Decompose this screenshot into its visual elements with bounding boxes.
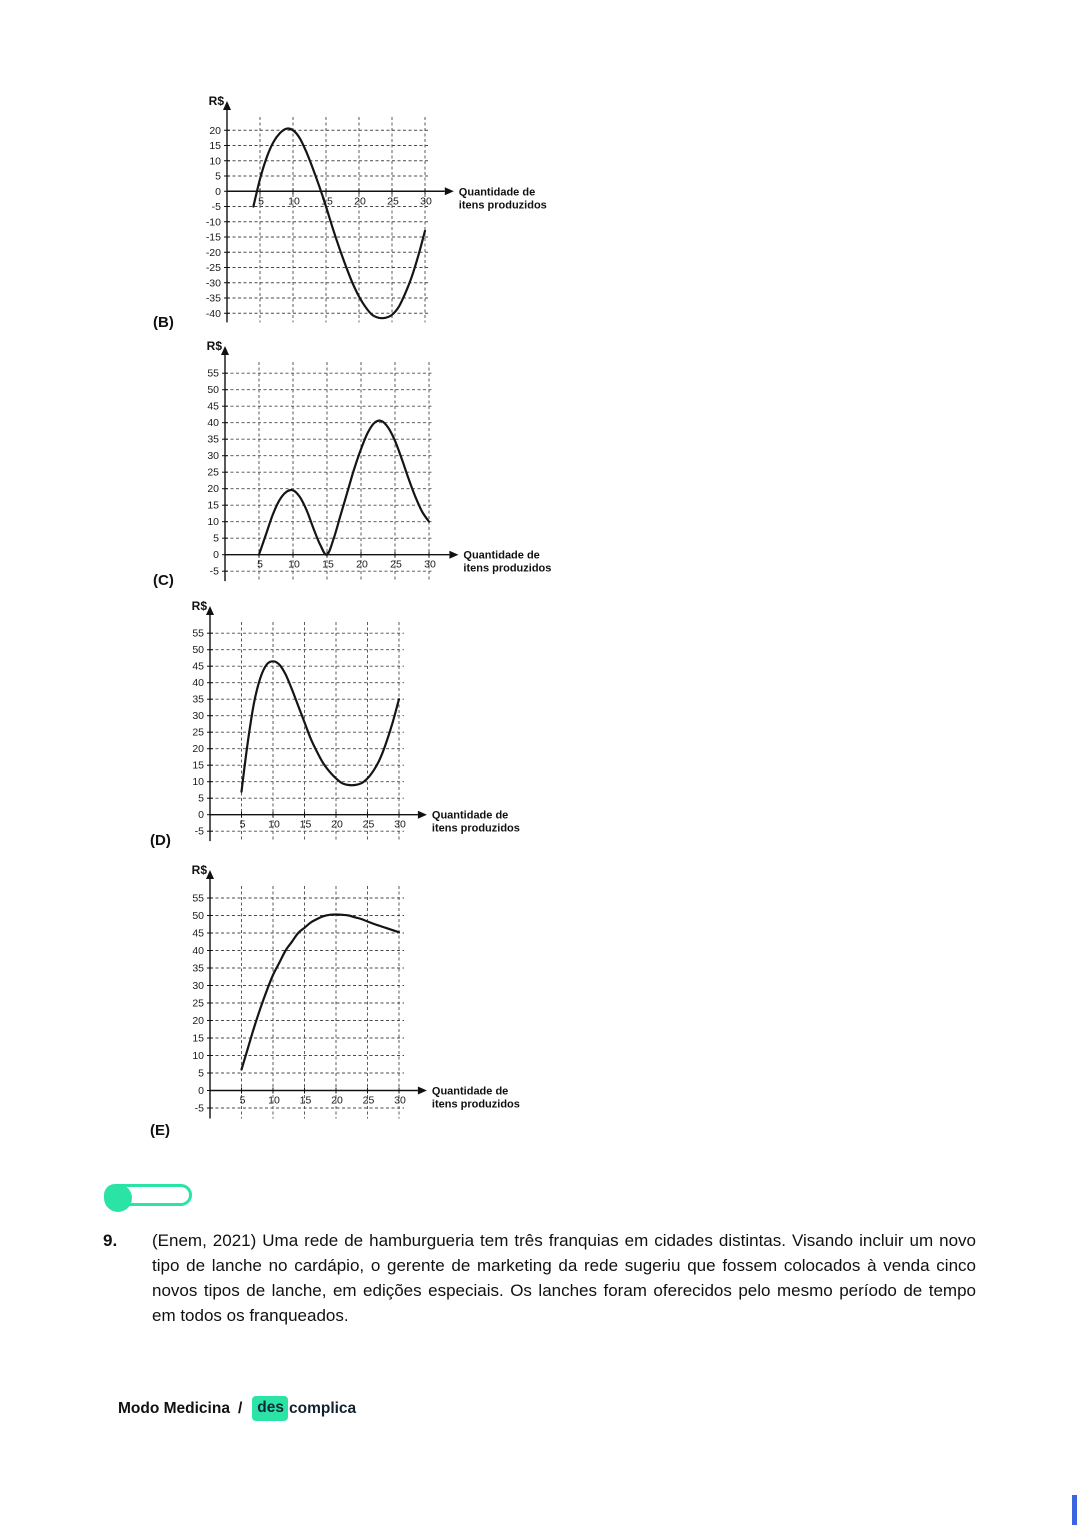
chart-B-label: (B) (153, 314, 174, 331)
svg-text:-15: -15 (205, 231, 221, 244)
svg-text:20: 20 (331, 1094, 343, 1107)
footer-separator: / (237, 1399, 243, 1417)
svg-text:10: 10 (288, 558, 300, 571)
svg-text:10: 10 (209, 155, 221, 168)
page-edge-artifact (1072, 1495, 1077, 1525)
svg-text:30: 30 (420, 195, 432, 208)
svg-text:10: 10 (288, 195, 300, 208)
svg-text:5: 5 (215, 170, 221, 183)
svg-text:30: 30 (424, 558, 436, 571)
chart-C-plot (180, 340, 620, 596)
svg-text:15: 15 (299, 1094, 312, 1107)
logo-des-highlight: des (252, 1396, 288, 1421)
svg-text:40: 40 (207, 417, 219, 430)
svg-text:40: 40 (192, 677, 204, 690)
svg-text:0: 0 (198, 1085, 204, 1097)
svg-text:20: 20 (354, 195, 366, 208)
svg-text:30: 30 (394, 1094, 406, 1107)
svg-text:15: 15 (322, 558, 334, 571)
svg-text:Quantidade deitens produzidos: Quantidade de itens produzidos (431, 1085, 520, 1111)
svg-text:-30: -30 (205, 277, 221, 290)
chart-D-plot (165, 600, 588, 856)
svg-text:-5: -5 (194, 1102, 204, 1115)
svg-text:25: 25 (192, 997, 204, 1010)
svg-text:5: 5 (198, 792, 204, 805)
svg-text:40: 40 (192, 945, 204, 957)
svg-text:30: 30 (192, 710, 204, 723)
svg-text:45: 45 (192, 927, 204, 940)
svg-text:30: 30 (394, 818, 406, 831)
svg-text:5: 5 (258, 195, 264, 208)
svg-text:20: 20 (356, 558, 368, 571)
svg-text:R$: R$ (208, 95, 224, 108)
chart-C-container (180, 340, 620, 596)
svg-text:50: 50 (207, 384, 219, 397)
svg-text:R$: R$ (206, 340, 222, 353)
svg-text:50: 50 (192, 644, 204, 657)
svg-text:0: 0 (215, 185, 221, 198)
svg-text:25: 25 (362, 1094, 375, 1107)
svg-text:Quantidade deitens produzidos: Quantidade de itens produzidos (458, 186, 547, 212)
svg-text:10: 10 (192, 776, 204, 789)
svg-text:20: 20 (331, 818, 343, 831)
svg-text:30: 30 (192, 980, 204, 992)
chart-E-plot (165, 864, 588, 1133)
question-9 (103, 1228, 976, 1328)
answer-toggle[interactable] (104, 1184, 192, 1206)
toggle-knob-icon[interactable] (104, 1184, 132, 1212)
svg-text:25: 25 (207, 466, 219, 479)
chart-D-container (165, 600, 588, 856)
footer-brand-text: Modo Medicina (118, 1399, 230, 1417)
svg-text:5: 5 (239, 818, 246, 831)
logo-complica-text: complica (288, 1399, 357, 1417)
svg-text:30: 30 (207, 450, 219, 463)
svg-text:Quantidade deitens produzidos: Quantidade de itens produzidos (431, 809, 520, 835)
svg-text:25: 25 (390, 558, 402, 571)
svg-text:0: 0 (213, 549, 219, 562)
svg-text:55: 55 (192, 892, 204, 905)
svg-text:15: 15 (192, 1032, 204, 1045)
svg-text:-5: -5 (194, 825, 204, 838)
svg-text:25: 25 (387, 195, 399, 208)
chart-C-label: (C) (153, 572, 174, 589)
svg-text:R$: R$ (191, 600, 207, 613)
descomplica-logo (252, 1396, 356, 1421)
svg-text:55: 55 (207, 367, 219, 380)
chart-E-label: (E) (150, 1122, 170, 1139)
chart-D-label: (D) (150, 832, 171, 849)
svg-text:20: 20 (207, 483, 219, 496)
svg-text:10: 10 (268, 1094, 280, 1107)
svg-text:20: 20 (192, 1015, 204, 1027)
svg-text:15: 15 (207, 499, 219, 512)
svg-text:25: 25 (362, 818, 375, 831)
svg-text:-20: -20 (205, 246, 221, 259)
svg-text:35: 35 (207, 433, 219, 446)
svg-text:20: 20 (192, 743, 204, 756)
svg-text:15: 15 (209, 140, 221, 152)
svg-text:35: 35 (192, 693, 204, 706)
question-text: (Enem, 2021) Uma rede de hamburgueria tem três franquias em cidades distintas. Visando incluir um novo tipo de lanche no cardápio, o gerente de marketing da rede sugeriu que fossem colocados à venda cinco novos tipos de lanche, em edições especiais. Os lanches foram oferecidos pelo mesmo período de tempo em todos os franqueados. (152, 1231, 976, 1325)
svg-text:20: 20 (209, 124, 221, 137)
svg-text:-25: -25 (205, 262, 221, 274)
svg-text:5: 5 (257, 558, 263, 571)
svg-text:10: 10 (192, 1050, 204, 1062)
question-number: 9. (103, 1231, 118, 1250)
svg-text:25: 25 (192, 726, 204, 739)
chart-B-container (182, 95, 615, 337)
svg-text:50: 50 (192, 910, 204, 922)
chart-E-container (165, 864, 588, 1133)
svg-text:-35: -35 (205, 292, 221, 305)
svg-text:15: 15 (192, 759, 204, 772)
svg-text:-5: -5 (209, 565, 219, 578)
svg-text:-5: -5 (211, 201, 221, 213)
svg-text:-10: -10 (205, 216, 221, 229)
svg-text:10: 10 (207, 516, 219, 529)
svg-text:35: 35 (192, 962, 204, 975)
svg-text:Quantidade deitens produzidos: Quantidade de itens produzidos (463, 549, 552, 575)
svg-text:5: 5 (198, 1067, 204, 1080)
svg-text:-40: -40 (205, 307, 221, 320)
svg-text:15: 15 (321, 195, 333, 208)
svg-text:45: 45 (207, 400, 219, 413)
svg-text:5: 5 (213, 532, 219, 545)
svg-text:15: 15 (299, 818, 312, 831)
svg-text:0: 0 (198, 809, 204, 822)
svg-text:5: 5 (239, 1094, 246, 1107)
svg-text:R$: R$ (191, 864, 207, 877)
svg-text:55: 55 (192, 627, 204, 640)
svg-text:45: 45 (192, 660, 204, 673)
chart-B-plot (182, 95, 615, 337)
footer (118, 1396, 356, 1421)
svg-text:10: 10 (268, 818, 280, 831)
